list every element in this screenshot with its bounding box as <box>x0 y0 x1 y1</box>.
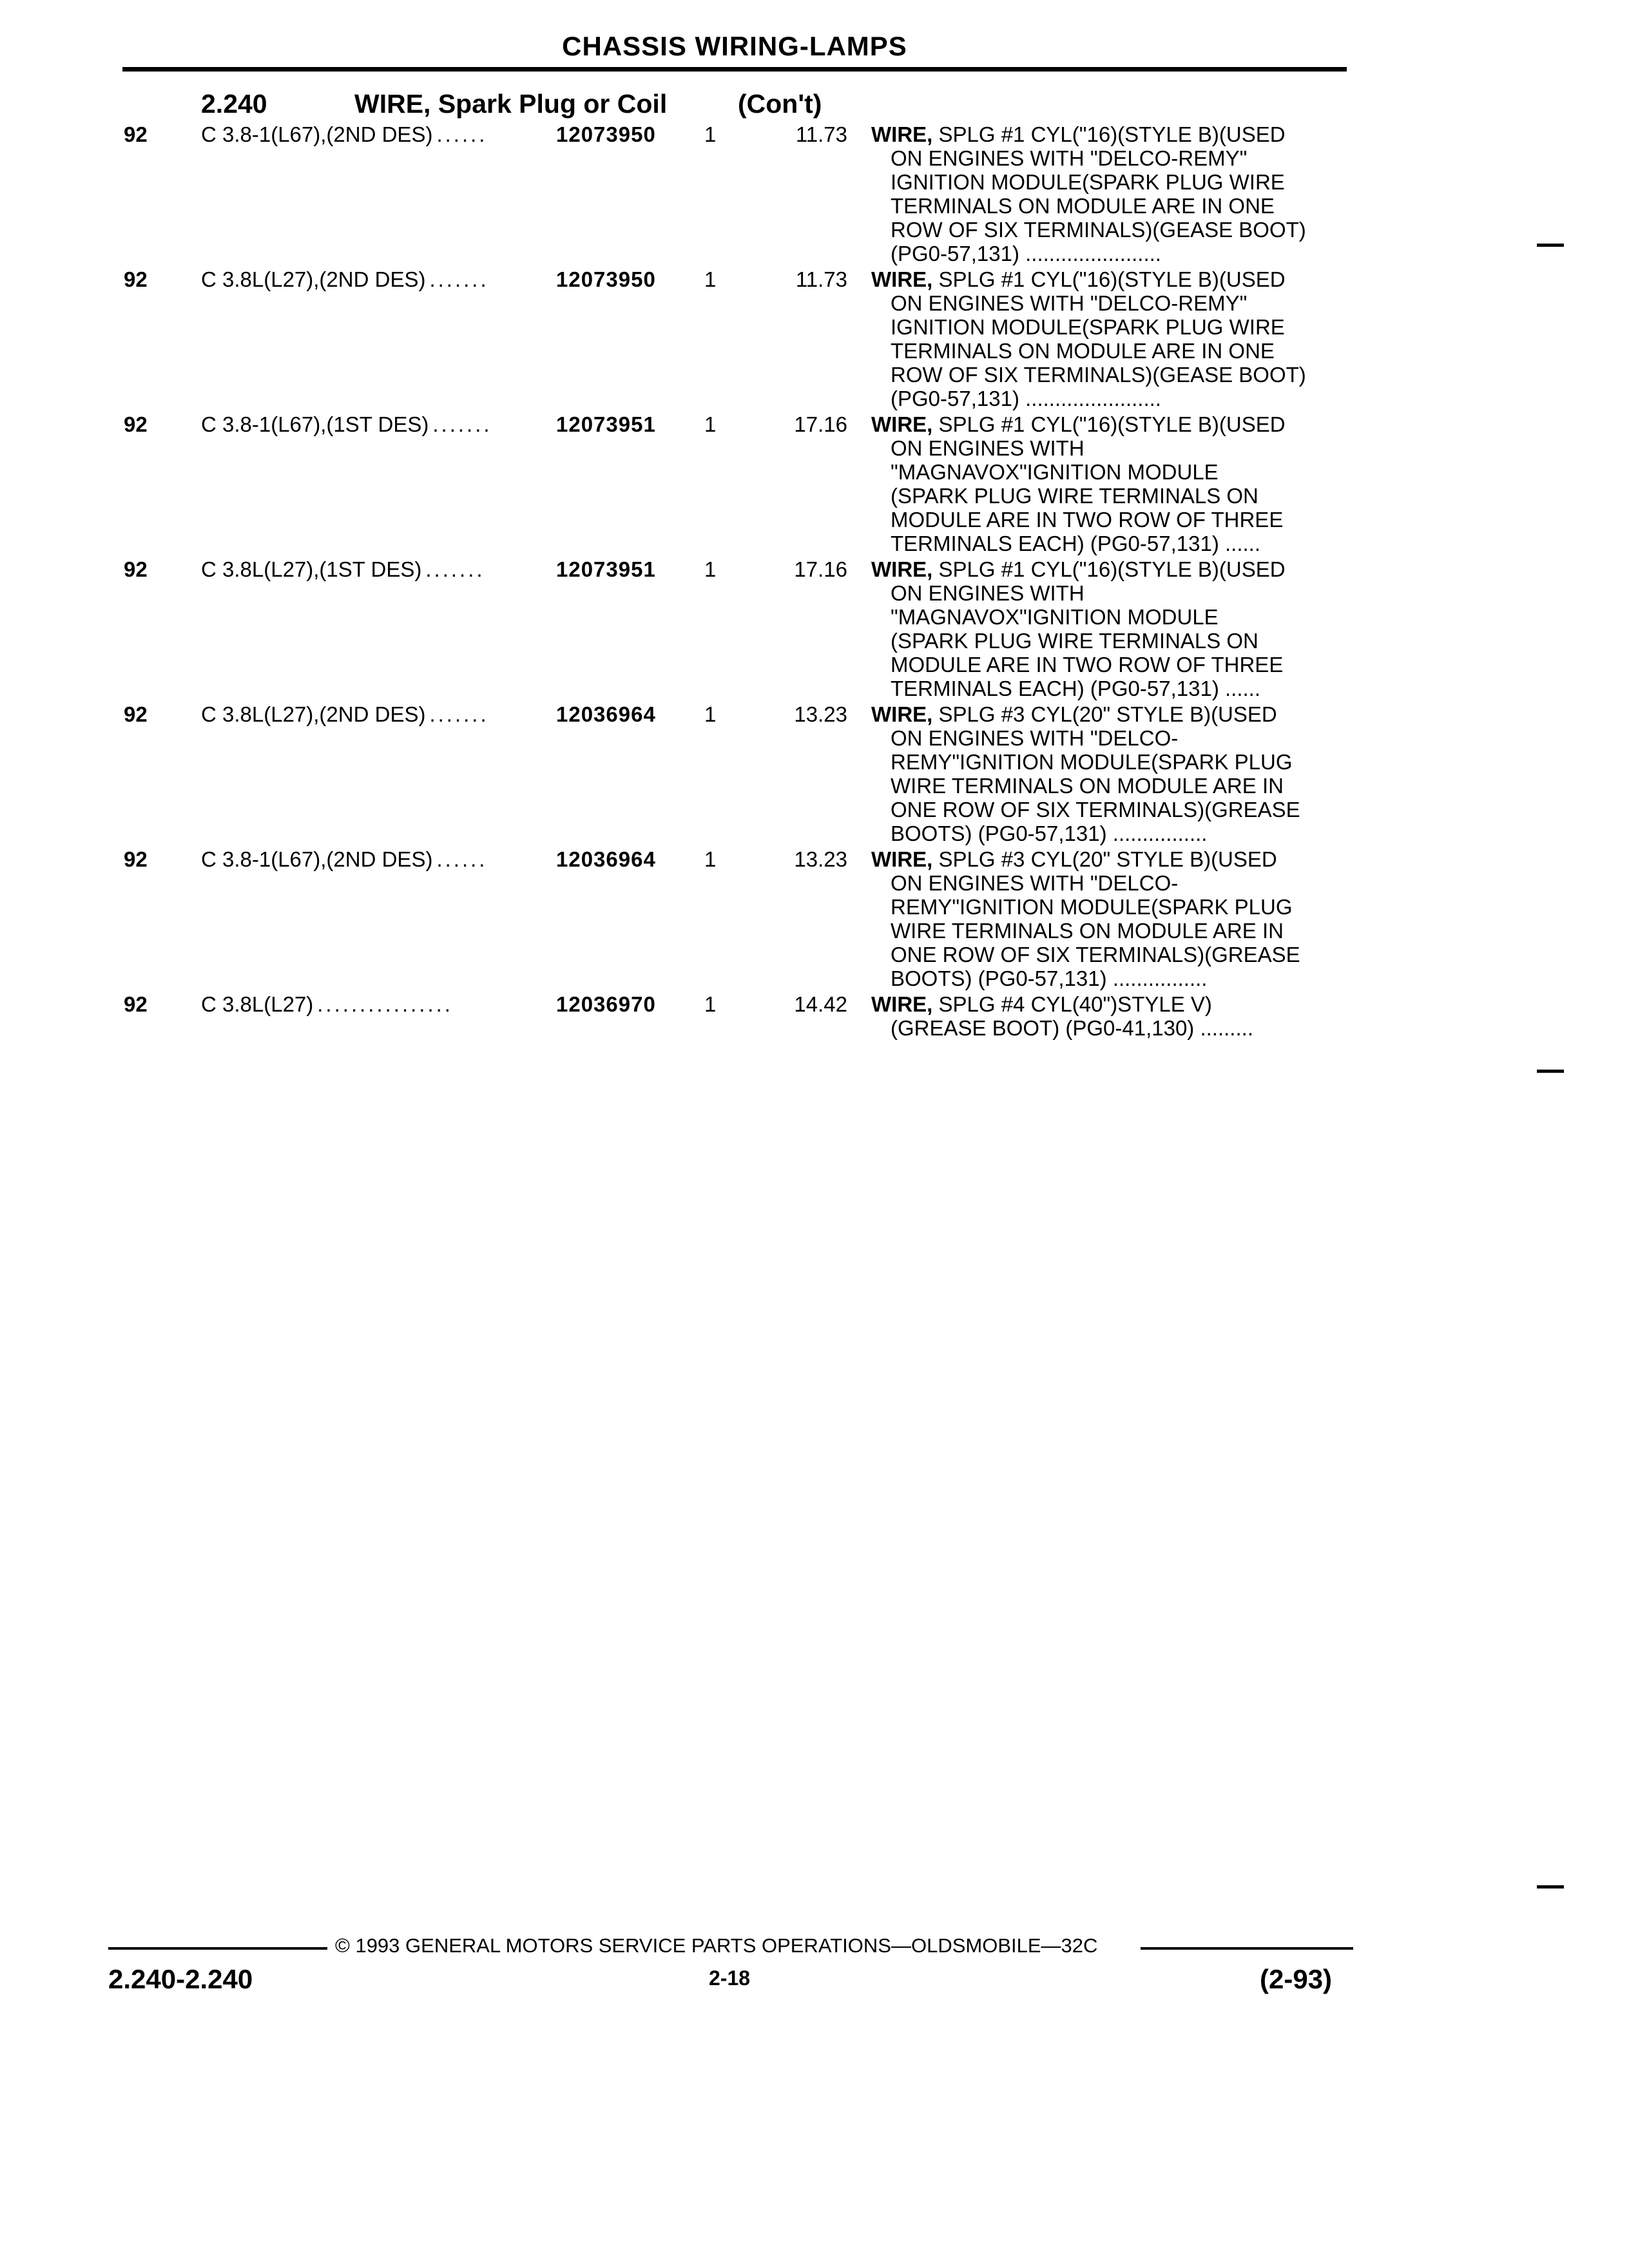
description-line <box>871 702 1345 726</box>
model-code <box>201 847 487 871</box>
description <box>871 702 1345 845</box>
description-lead: WIRE, <box>871 702 933 726</box>
description-line: ROW OF SIX TERMINALS)(GEASE BOOT) <box>891 218 1306 242</box>
description-line: REMY"IGNITION MODULE(SPARK PLUG <box>891 750 1293 774</box>
quantity: 1 <box>704 847 717 871</box>
footer-rule-left <box>108 1947 327 1950</box>
quantity: 1 <box>704 557 717 581</box>
model-code <box>201 122 487 146</box>
model-text: C 3.8L(L27) <box>201 992 314 1016</box>
margin-tick <box>1537 1070 1564 1073</box>
description-line: TERMINALS EACH) (PG0-57,131) ...... <box>891 677 1260 700</box>
margin-tick <box>1537 244 1564 247</box>
model-text: C 3.8L(L27),(1ST DES) <box>201 557 422 581</box>
parts-entry <box>0 122 1629 267</box>
description-line: BOOTS) (PG0-57,131) ................ <box>891 966 1208 990</box>
dot-leader: ....... <box>429 702 489 726</box>
description-line: ON ENGINES WITH "DELCO- <box>891 726 1179 750</box>
description-line <box>871 847 1345 871</box>
description-line: ONE ROW OF SIX TERMINALS)(GREASE <box>891 798 1300 822</box>
group-number: 92 <box>124 702 148 726</box>
description-line: IGNITION MODULE(SPARK PLUG WIRE <box>891 170 1285 194</box>
description-first-line: SPLG #1 CYL("16)(STYLE B)(USED <box>932 122 1286 146</box>
description-lead: WIRE, <box>871 412 933 436</box>
description-line <box>871 122 1345 146</box>
description-line: "MAGNAVOX"IGNITION MODULE <box>891 605 1219 629</box>
dot-leader: ....... <box>432 412 492 436</box>
quantity: 1 <box>704 992 717 1016</box>
page-number: 2-18 <box>709 1966 751 1990</box>
description-line <box>871 412 1345 436</box>
part-number: 12073951 <box>556 412 656 436</box>
model-text: C 3.8-1(L67),(2ND DES) <box>201 122 433 146</box>
price: 17.16 <box>794 412 847 436</box>
description <box>871 557 1345 700</box>
description-line: IGNITION MODULE(SPARK PLUG WIRE <box>891 315 1285 339</box>
description-first-line: SPLG #4 CYL(40")STYLE V) <box>932 992 1212 1016</box>
description <box>871 267 1345 410</box>
group-number: 92 <box>124 992 148 1016</box>
price: 11.73 <box>795 122 847 146</box>
description-line <box>871 267 1345 291</box>
parts-entry <box>0 992 1629 1044</box>
description-line: WIRE TERMINALS ON MODULE ARE IN <box>891 774 1284 798</box>
model-code <box>201 557 485 581</box>
description-line: "MAGNAVOX"IGNITION MODULE <box>891 460 1219 484</box>
description-line <box>871 992 1345 1016</box>
description-line: (SPARK PLUG WIRE TERMINALS ON <box>891 484 1258 508</box>
footer-section-range: 2.240-2.240 <box>108 1964 253 1994</box>
description-first-line: SPLG #1 CYL("16)(STYLE B)(USED <box>932 267 1286 291</box>
dot-leader: ................ <box>317 992 453 1016</box>
model-text: C 3.8-1(L67),(1ST DES) <box>201 412 429 436</box>
model-text: C 3.8L(L27),(2ND DES) <box>201 702 426 726</box>
section-number: 2.240 <box>201 89 267 119</box>
parts-entry <box>0 702 1629 847</box>
description-line: (PG0-57,131) ....................... <box>891 242 1161 265</box>
parts-entry <box>0 557 1629 702</box>
part-number: 12036964 <box>556 702 656 726</box>
description-lead: WIRE, <box>871 992 933 1016</box>
description-line: (GREASE BOOT) (PG0-41,130) ......... <box>891 1016 1253 1040</box>
model-text: C 3.8L(L27),(2ND DES) <box>201 267 426 291</box>
page-title: CHASSIS WIRING-LAMPS <box>562 31 907 61</box>
price: 14.42 <box>794 992 847 1016</box>
description-line: (SPARK PLUG WIRE TERMINALS ON <box>891 629 1258 653</box>
description-line <box>871 557 1345 581</box>
parts-list <box>0 122 1629 1044</box>
description-first-line: SPLG #1 CYL("16)(STYLE B)(USED <box>932 412 1286 436</box>
description-line: TERMINALS ON MODULE ARE IN ONE <box>891 339 1275 363</box>
dot-leader: ...... <box>436 122 488 146</box>
price: 13.23 <box>794 702 847 726</box>
dot-leader: ...... <box>436 847 488 871</box>
part-number: 12073950 <box>556 122 656 146</box>
header-rule <box>122 67 1347 72</box>
description-line: ROW OF SIX TERMINALS)(GEASE BOOT) <box>891 363 1306 387</box>
description <box>871 412 1345 555</box>
parts-entry <box>0 412 1629 557</box>
model-code <box>201 267 489 291</box>
description-line: ON ENGINES WITH "DELCO- <box>891 871 1179 895</box>
description-line: (PG0-57,131) ....................... <box>891 387 1161 410</box>
group-number: 92 <box>124 267 148 291</box>
description-line: ONE ROW OF SIX TERMINALS)(GREASE <box>891 943 1300 966</box>
price: 11.73 <box>795 267 847 291</box>
model-code <box>201 702 489 726</box>
margin-tick <box>1537 1885 1564 1888</box>
description <box>871 992 1345 1040</box>
group-number: 92 <box>124 122 148 146</box>
dot-leader: ....... <box>429 267 489 291</box>
quantity: 1 <box>704 702 717 726</box>
dot-leader: ....... <box>425 557 485 581</box>
group-number: 92 <box>124 557 148 581</box>
price: 13.23 <box>794 847 847 871</box>
footer-copyright: © 1993 GENERAL MOTORS SERVICE PARTS OPERATIONS—OLDSMOBILE—32C <box>335 1934 1098 1957</box>
description-line: ON ENGINES WITH "DELCO-REMY" <box>891 146 1248 170</box>
model-code <box>201 412 492 436</box>
section-title: WIRE, Spark Plug or Coil <box>354 89 668 119</box>
description-first-line: SPLG #3 CYL(20" STYLE B)(USED <box>932 702 1277 726</box>
group-number: 92 <box>124 847 148 871</box>
description-line: ON ENGINES WITH <box>891 436 1084 460</box>
parts-entry <box>0 847 1629 992</box>
description-lead: WIRE, <box>871 847 933 871</box>
description-lead: WIRE, <box>871 122 933 146</box>
description-lead: WIRE, <box>871 557 933 581</box>
part-number: 12036964 <box>556 847 656 871</box>
quantity: 1 <box>704 267 717 291</box>
description-line: ON ENGINES WITH "DELCO-REMY" <box>891 291 1248 315</box>
description-line: REMY"IGNITION MODULE(SPARK PLUG <box>891 895 1293 919</box>
description <box>871 122 1345 265</box>
description-first-line: SPLG #3 CYL(20" STYLE B)(USED <box>932 847 1277 871</box>
description <box>871 847 1345 990</box>
part-number: 12073950 <box>556 267 656 291</box>
group-number: 92 <box>124 412 148 436</box>
description-line: WIRE TERMINALS ON MODULE ARE IN <box>891 919 1284 943</box>
description-line: ON ENGINES WITH <box>891 581 1084 605</box>
section-continued: (Con't) <box>738 89 822 119</box>
part-number: 12073951 <box>556 557 656 581</box>
description-lead: WIRE, <box>871 267 933 291</box>
description-line: TERMINALS ON MODULE ARE IN ONE <box>891 194 1275 218</box>
model-code <box>201 992 453 1016</box>
quantity: 1 <box>704 122 717 146</box>
parts-entry <box>0 267 1629 412</box>
footer-rule-right <box>1141 1947 1353 1950</box>
description-line: MODULE ARE IN TWO ROW OF THREE <box>891 653 1284 677</box>
description-line: MODULE ARE IN TWO ROW OF THREE <box>891 508 1284 532</box>
description-line: BOOTS) (PG0-57,131) ................ <box>891 822 1208 845</box>
model-text: C 3.8-1(L67),(2ND DES) <box>201 847 433 871</box>
quantity: 1 <box>704 412 717 436</box>
part-number: 12036970 <box>556 992 656 1016</box>
revision-date: (2-93) <box>1260 1964 1333 1994</box>
description-line: TERMINALS EACH) (PG0-57,131) ...... <box>891 532 1260 555</box>
price: 17.16 <box>794 557 847 581</box>
description-first-line: SPLG #1 CYL("16)(STYLE B)(USED <box>932 557 1286 581</box>
